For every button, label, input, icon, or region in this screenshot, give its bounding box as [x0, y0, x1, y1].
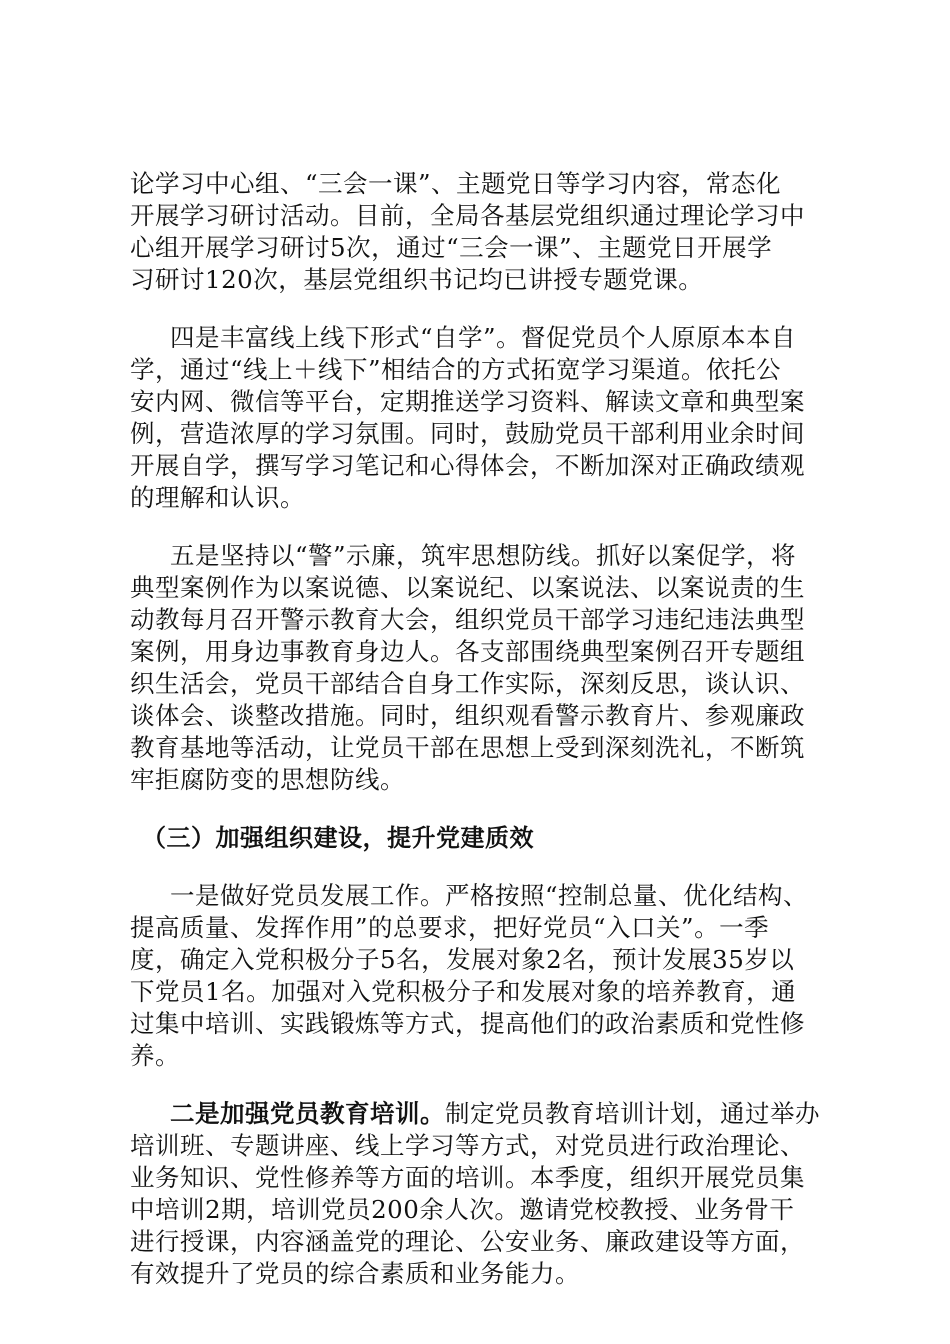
text-line: 的理解和认识。: [130, 483, 305, 512]
text-line: 养。: [130, 1041, 180, 1070]
paragraph-self-study: [130, 322, 830, 514]
text-line: 下党员1名。加强对入党积极分子和发展对象的培养教育，通: [130, 977, 797, 1006]
text-line: 论学习中心组、“三会一课”、主题党日等学习内容，常态化: [130, 169, 782, 198]
text-line: 习研讨120次，基层党组织书记均已讲授专题党课。: [130, 265, 704, 294]
text-line: 五是坚持以“警”示廉，筑牢思想防线。抓好以案促学，将: [170, 541, 797, 570]
text-line: 例，营造浓厚的学习氛围。同时，鼓励党员干部利用业余时间: [130, 419, 805, 448]
text-line: 动教每月召开警示教育大会，组织党员干部学习违纪违法典型: [130, 605, 805, 634]
text-line: 心组开展学习研讨5次，通过“三会一课”、主题党日开展学: [130, 233, 773, 262]
section-heading: （三）加强组织建设，提升党建质效: [142, 824, 534, 852]
text-line: 提高质量、发挥作用”的总要求，把好党员“入口关”。一季: [130, 913, 770, 942]
bold-lead-phrase: 二是加强党员教育培训。: [170, 1099, 445, 1128]
text-line: 安内网、微信等平台，定期推送学习资料、解读文章和典型案: [130, 387, 805, 416]
paragraph-warning-education: [130, 540, 830, 796]
text-line: 培训班、专题讲座、线上学习等方式，对党员进行政治理论、: [130, 1131, 805, 1160]
paragraph-study-activities: [130, 168, 830, 296]
text-line: 谈体会、谈整改措施。同时，组织观看警示教育片、参观廉政: [130, 701, 805, 730]
text-line: 过集中培训、实践锻炼等方式，提高他们的政治素质和党性修: [130, 1009, 805, 1038]
text-line: 开展学习研讨活动。目前，全局各基层党组织通过理论学习中: [130, 201, 805, 230]
text-line: 开展自学，撰写学习笔记和心得体会，不断加深对正确政绩观: [130, 451, 805, 480]
paragraph-member-development: [130, 880, 830, 1072]
text-line: 学，通过“线上＋线下”相结合的方式拓宽学习渠道。依托公: [130, 355, 782, 384]
text-line: 教育基地等活动，让党员干部在思想上受到深刻洗礼，不断筑: [130, 733, 805, 762]
text-line: 有效提升了党员的综合素质和业务能力。: [130, 1259, 580, 1288]
lead-rest: 制定党员教育培训计划，通过举办: [445, 1099, 820, 1128]
document-page: [130, 168, 830, 1316]
paragraph-member-training: [130, 1098, 830, 1290]
text-line: 典型案例作为以案说德、以案说纪、以案说法、以案说责的生: [130, 573, 805, 602]
text-line: 业务知识、党性修养等方面的培训。本季度，组织开展党员集: [130, 1163, 805, 1192]
text-line: 四是丰富线上线下形式“自学”。督促党员个人原原本本自: [170, 323, 797, 352]
text-line: 牢拒腐防变的思想防线。: [130, 765, 405, 794]
text-line: 案例，用身边事教育身边人。各支部围绕典型案例召开专题组: [130, 637, 805, 666]
text-line-lead: [130, 1098, 830, 1130]
text-line: 进行授课，内容涵盖党的理论、公安业务、廉政建设等方面，: [130, 1227, 805, 1256]
text-line: 织生活会，党员干部结合自身工作实际，深刻反思，谈认识、: [130, 669, 805, 698]
text-line: 中培训2期，培训党员200余人次。邀请党校教授、业务骨干: [130, 1195, 795, 1224]
text-line: 一是做好党员发展工作。严格按照“控制总量、优化结构、: [170, 881, 809, 910]
text-line: 度，确定入党积极分子5名，发展对象2名，预计发展35岁以: [130, 945, 795, 974]
